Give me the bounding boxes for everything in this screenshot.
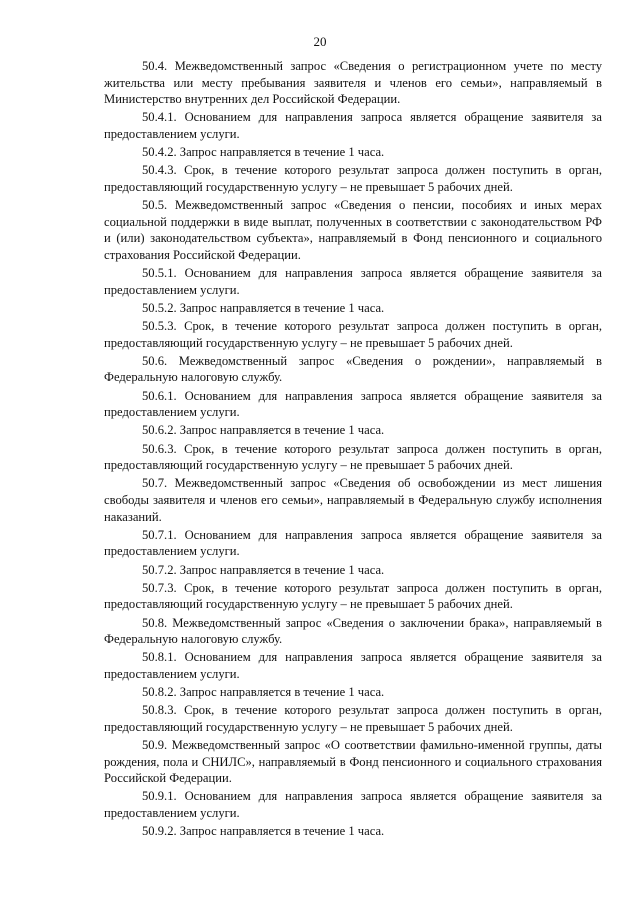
paragraph-50-8-1: 50.8.1. Основанием для направления запроса является обращение заявителя за предоставлением услуги. — [104, 650, 602, 681]
paragraph-50-9: 50.9. Межведомственный запрос «О соответствии фамильно-именной группы, даты рождения, пола и СНИЛС», направляемый в Фонд пенсионного и социального страхования Российской Федерации. — [104, 738, 602, 786]
paragraph-50-7: 50.7. Межведомственный запрос «Сведения об освобождении из мест лишения свободы заявителя и членов его семьи», направляемый в Федеральную службу исполнения наказаний. — [104, 476, 602, 524]
paragraph-50-9-1: 50.9.1. Основанием для направления запроса является обращение заявителя за предоставлением услуги. — [104, 789, 602, 820]
paragraph-50-5: 50.5. Межведомственный запрос «Сведения о пенсии, пособиях и иных мерах социальной поддержки в виде выплат, полученных в соответствии с законодательством РФ и (или) законодательством субъекта», направляемый в Фонд пенсионного и социального страхования Российской Федерации. — [104, 198, 602, 262]
paragraph-50-5-3: 50.5.3. Срок, в течение которого результат запроса должен поступить в орган, предоставляющий государственную услугу – не превышает 5 рабочих дней. — [104, 319, 602, 350]
paragraph-50-6-3: 50.6.3. Срок, в течение которого результат запроса должен поступить в орган, предоставляющий государственную услугу – не превышает 5 рабочих дней. — [104, 441, 602, 473]
paragraph-50-8-3: 50.8.3. Срок, в течение которого результат запроса должен поступить в орган, предоставляющий государственную услугу – не превышает 5 рабочих дней. — [104, 703, 602, 734]
paragraph-50-7-2: 50.7.2. Запрос направляется в течение 1 часа. — [142, 562, 385, 577]
paragraph-50-7-3: 50.7.3. Срок, в течение которого результат запроса должен поступить в орган, предоставляющий государственную услугу – не превышает 5 рабочих дней. — [104, 580, 602, 612]
paragraph-50-4-2: 50.4.2. Запрос направляется в течение 1 часа. — [142, 145, 385, 160]
page-number: 20 — [313, 34, 327, 49]
paragraph-50-6: 50.6. Межведомственный запрос «Сведения о рождении», направляемый в Федеральную налоговую службу. — [104, 353, 602, 385]
paragraph-50-4-1: 50.4.1. Основанием для направления запроса является обращение заявителя за предоставлением услуги. — [104, 110, 602, 141]
document-body — [104, 58, 602, 841]
paragraph-50-5-2: 50.5.2. Запрос направляется в течение 1 часа. — [142, 300, 385, 315]
paragraph-50-6-1: 50.6.1. Основанием для направления запроса является обращение заявителя за предоставлением услуги. — [104, 388, 602, 420]
paragraph-50-4: 50.4. Межведомственный запрос «Сведения о регистрационном учете по месту жительства или месту пребывания заявителя и членов его семьи», направляемый в Министерство внутренних дел Российской Федерации. — [104, 59, 602, 107]
paragraph-50-8: 50.8. Межведомственный запрос «Сведения о заключении брака», направляемый в Федеральную налоговую службу. — [104, 615, 602, 647]
paragraph-50-5-1: 50.5.1. Основанием для направления запроса является обращение заявителя за предоставлением услуги. — [104, 266, 602, 297]
paragraph-50-9-2: 50.9.2. Запрос направляется в течение 1 часа. — [142, 824, 385, 839]
paragraph-50-6-2: 50.6.2. Запрос направляется в течение 1 часа. — [142, 423, 385, 438]
paragraph-50-4-3: 50.4.3. Срок, в течение которого результат запроса должен поступить в орган, предоставляющий государственную услугу – не превышает 5 рабочих дней. — [104, 163, 602, 194]
paragraph-50-7-1: 50.7.1. Основанием для направления запроса является обращение заявителя за предоставлением услуги. — [104, 527, 602, 559]
paragraph-50-8-2: 50.8.2. Запрос направляется в течение 1 часа. — [142, 685, 385, 700]
